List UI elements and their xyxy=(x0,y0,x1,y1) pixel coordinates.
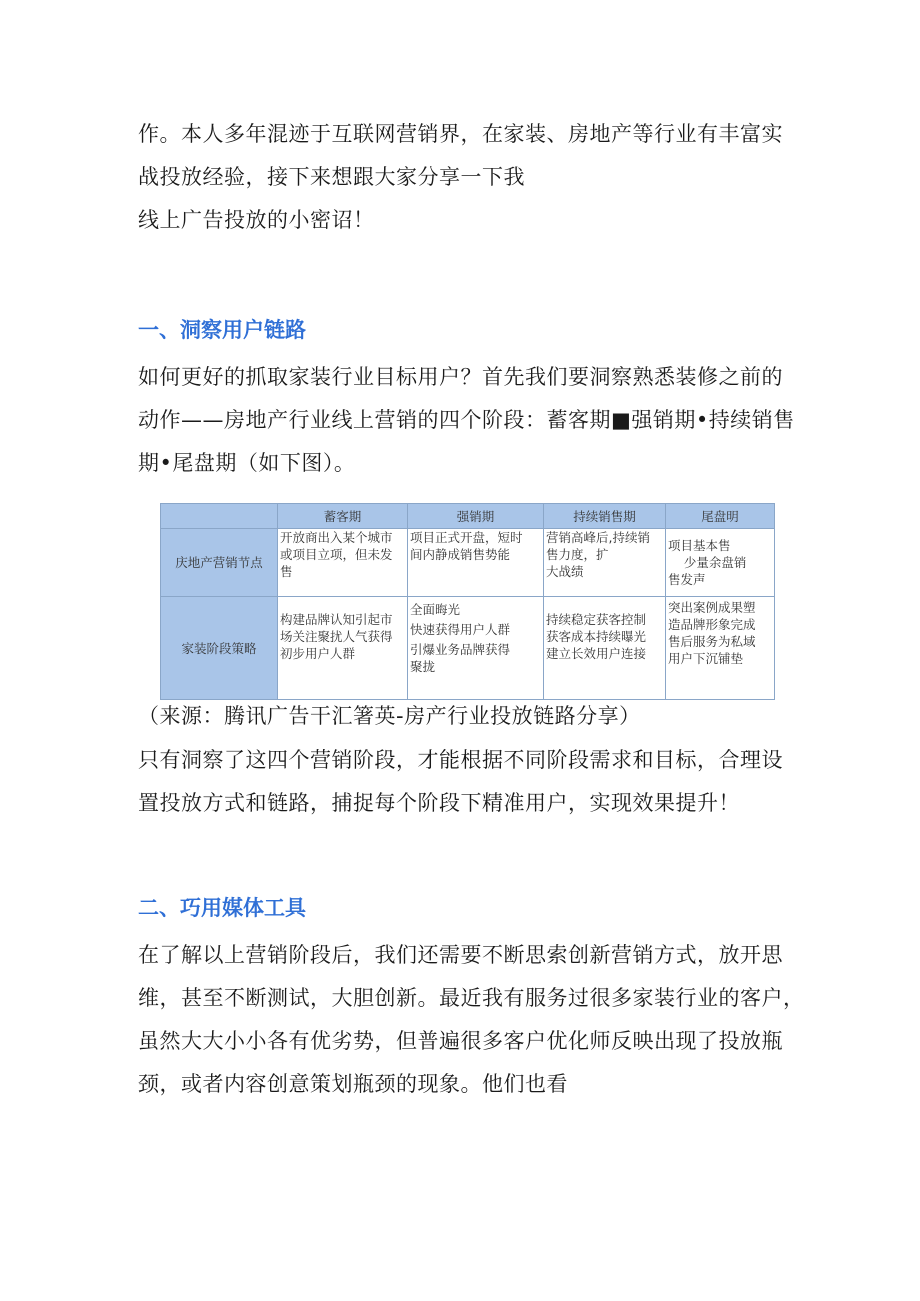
table-cell xyxy=(544,529,666,597)
table-cell xyxy=(544,597,666,700)
cell-line: 造品牌形象完成 xyxy=(668,617,756,632)
cell-line: 项目正式开盘，短时 xyxy=(410,530,523,545)
section-heading-1: 一、洞察用户链路 xyxy=(138,318,306,342)
text-line: 置投放方式和链路，捕捉每个阶段下精准用户，实现效果提升！ xyxy=(138,791,740,815)
text-line: 战投放经验，接下来想跟大家分享一下我 xyxy=(138,165,525,189)
section2-paragraph xyxy=(138,934,818,1106)
table-header-cell: 尾盘明 xyxy=(666,504,775,529)
section1-conclusion xyxy=(138,739,818,825)
text-line: （来源：腾讯广告干汇箸英-房产行业投放链路分享） xyxy=(138,704,641,728)
table-corner-cell xyxy=(161,504,278,529)
cell-line: 间内静成销售势能 xyxy=(410,547,511,562)
table-row-label: 家装阶段策略 xyxy=(161,597,278,700)
cell-line: 售 xyxy=(280,564,293,579)
table-header-cell: 持续销售期 xyxy=(544,504,666,529)
text-line: 作。本人多年混迹于互联网营销界，在家装、房地产等行业有丰富实 xyxy=(138,122,783,146)
cell-line: 开放商出入某个城市 xyxy=(280,530,393,545)
marketing-stages-table xyxy=(160,503,775,700)
table-row xyxy=(161,529,775,597)
cell-line: 建立长效用户连接 xyxy=(546,646,647,661)
table-cell xyxy=(408,529,544,597)
text-line: 线上广告投放的小密诏！ xyxy=(138,208,375,232)
cell-line: 快速获得用户人群 xyxy=(410,622,511,637)
cell-line: 全面晦光 xyxy=(410,602,461,617)
table-header-cell: 蓄客期 xyxy=(278,504,408,529)
table-row-label: 庆地产营销节点 xyxy=(161,529,278,597)
table-cell xyxy=(278,529,408,597)
cell-line: 营销高峰后,持续销 xyxy=(546,530,650,545)
source-note xyxy=(138,695,818,738)
cell-line: 场关注聚扰人气获得 xyxy=(280,629,393,644)
table-cell xyxy=(666,529,775,597)
text-line: 在了解以上营销阶段后，我们还需要不断思索创新营销方式，放开思 xyxy=(138,943,783,967)
text-line: 期•尾盘期（如下图）。 xyxy=(138,451,356,475)
table-header-row xyxy=(161,504,775,529)
cell-line: 引爆业务品牌获得 xyxy=(410,642,511,657)
cell-line: 售发声 xyxy=(668,572,706,587)
cell-line: 售力度，扩 xyxy=(546,547,609,562)
text-line: 维，甚至不断测试，大胆创新。最近我有服务过很多家装行业的客户， xyxy=(138,986,805,1010)
cell-line: 或项目立项，但未发 xyxy=(280,547,393,562)
text-line: 颈，或者内容创意策划瓶颈的现象。他们也看 xyxy=(138,1072,568,1096)
table-cell xyxy=(666,597,775,700)
table-cell xyxy=(408,597,544,700)
table-header-cell: 强销期 xyxy=(408,504,544,529)
cell-line: 持续稳定获客控制 xyxy=(546,612,647,627)
cell-line: 构建品牌认知引起市 xyxy=(280,612,393,627)
intro-paragraph xyxy=(138,113,818,242)
table-cell xyxy=(278,597,408,700)
cell-line: 售后服务为私域 xyxy=(668,634,756,649)
text-line: 虽然大大小小各有优劣势，但普遍很多客户优化师反映出现了投放瓶 xyxy=(138,1029,783,1053)
cell-line: 突出案例成果塑 xyxy=(668,600,756,615)
cell-line: 聚拢 xyxy=(410,659,436,674)
text-line: 只有洞察了这四个营销阶段，才能根据不同阶段需求和目标，合理设 xyxy=(138,748,783,772)
section-heading-2: 二、巧用媒体工具 xyxy=(138,896,306,920)
text-line: 如何更好的抓取家装行业目标用户？首先我们要洞察熟悉装修之前的 xyxy=(138,365,783,389)
cell-line: 获客成本持续曝光 xyxy=(546,629,647,644)
text-line: 动作——房地产行业线上营销的四个阶段：蓄客期■强销期•持续销售 xyxy=(138,408,795,432)
cell-line: 大战绩 xyxy=(546,564,584,579)
cell-line: 初步用户人群 xyxy=(280,646,356,661)
section1-paragraph xyxy=(138,356,818,485)
cell-line: 用户下沉铺垫 xyxy=(668,651,744,666)
table-row xyxy=(161,597,775,700)
cell-line: 少量余盘销 xyxy=(668,555,747,570)
cell-line: 项目基本售 xyxy=(668,538,731,553)
